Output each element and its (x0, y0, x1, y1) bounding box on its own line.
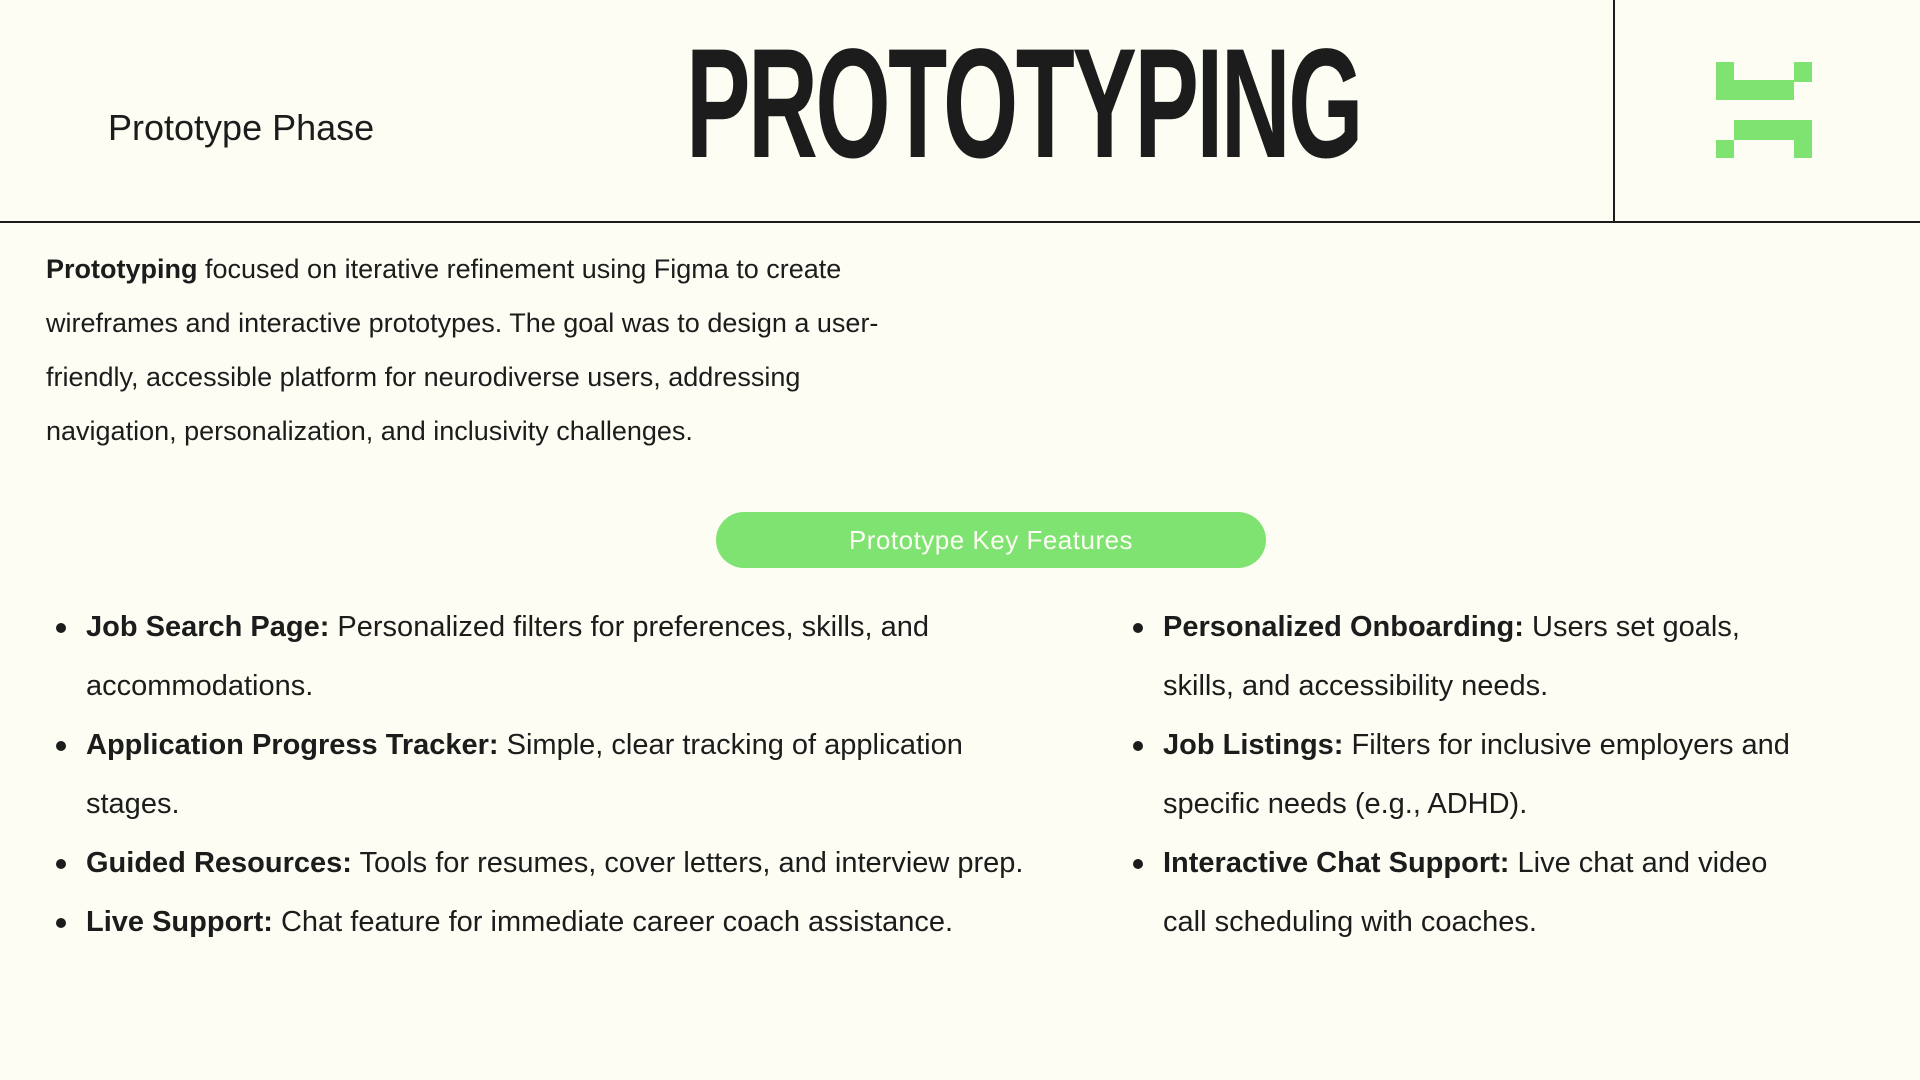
feature-list-left (56, 598, 1046, 952)
feature-item (56, 834, 1046, 893)
feature-text: Chat feature for immediate career coach assistance. (272, 906, 954, 938)
bullet-icon (1133, 741, 1143, 751)
feature-text: Live chat and video call scheduling with coaches. (1163, 847, 1768, 938)
header-divider (1613, 0, 1615, 221)
feature-item (56, 716, 1046, 834)
bullet-icon (1133, 623, 1143, 633)
features-pill: Prototype Key Features (716, 512, 1266, 568)
feature-title: Personalized Onboarding: (1163, 611, 1524, 643)
green-bracket-logo-icon (1716, 62, 1812, 158)
feature-title: Application Progress Tracker: (86, 729, 499, 761)
feature-item (56, 893, 1046, 952)
feature-title: Interactive Chat Support: (1163, 847, 1510, 879)
feature-text: Users set goals, skills, and accessibility needs. (1163, 611, 1740, 702)
feature-text: Simple, clear tracking of application stages. (86, 729, 963, 820)
feature-item (1133, 834, 1813, 952)
bullet-icon (1133, 859, 1143, 869)
slide-header (0, 0, 1920, 223)
intro-paragraph (46, 242, 906, 458)
feature-item (1133, 716, 1813, 834)
bullet-icon (56, 623, 66, 633)
intro-lead: Prototyping (46, 254, 198, 284)
feature-title: Live Support: (86, 906, 273, 938)
bullet-icon (56, 741, 66, 751)
feature-text: Personalized filters for preferences, skills, and accommodations. (86, 611, 929, 702)
bullet-icon (56, 859, 66, 869)
feature-text: Tools for resumes, cover letters, and interview prep. (351, 847, 1024, 879)
feature-title: Job Listings: (1163, 729, 1344, 761)
page-title: PROTOTYPING (686, 17, 1361, 191)
intro-text: focused on iterative refinement using Figma to create wireframes and interactive prototypes. The goal was to design a user-friendly, accessible platform for neurodiverse users, addressing navigation, personalization, and inclusivity challenges. (46, 254, 879, 446)
bullet-icon (56, 918, 66, 928)
feature-item (1133, 598, 1813, 716)
feature-title: Job Search Page: (86, 611, 330, 643)
feature-title: Guided Resources: (86, 847, 352, 879)
feature-item (56, 598, 1046, 716)
feature-text: Filters for inclusive employers and specific needs (e.g., ADHD). (1163, 729, 1790, 820)
phase-label: Prototype Phase (108, 107, 375, 148)
feature-list-right (1133, 598, 1813, 952)
